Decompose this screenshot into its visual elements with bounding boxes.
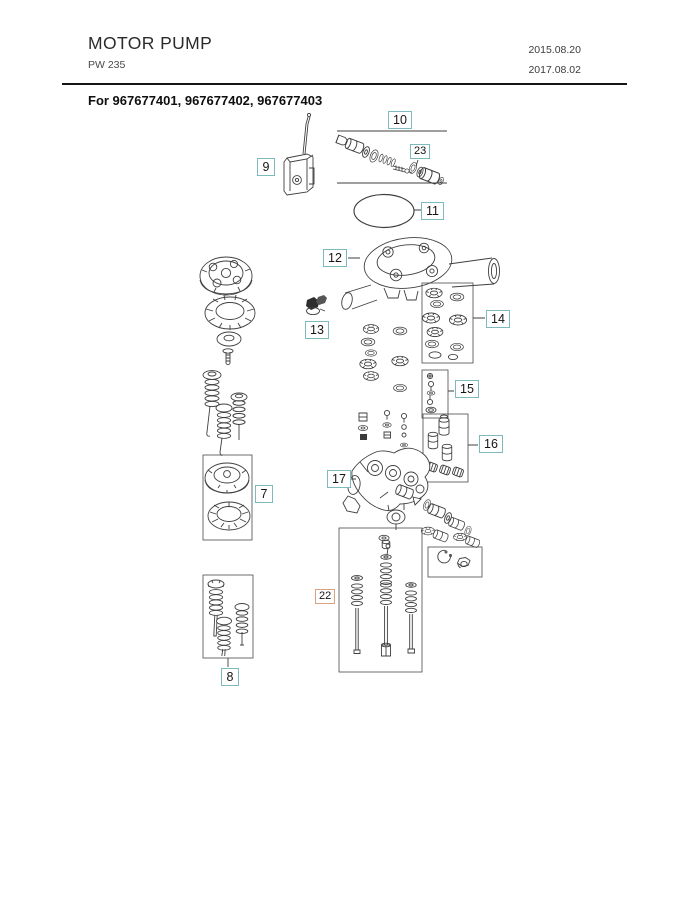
callout-9[interactable]: 9 [257,158,275,176]
date-revised: 2017.08.02 [528,64,581,76]
part-12-pump-head [340,233,499,311]
callout-17[interactable]: 17 [327,470,351,488]
callout-12[interactable]: 12 [323,249,347,267]
group-circlip-nut [438,550,470,568]
part-17-pump-body [343,448,430,530]
callout-13[interactable]: 13 [305,321,329,339]
group-10-rails [337,131,447,183]
loose-seals [360,325,408,392]
callout-16[interactable]: 16 [479,435,503,453]
group-14-seal-kit [422,288,466,359]
model-number: PW 235 [88,59,126,71]
group-10-fitting-parts [336,135,444,185]
callout-11[interactable]: 11 [421,202,444,220]
swash-plate-assembly [200,257,255,455]
page-title: MOTOR PUMP [88,33,213,53]
callout-8[interactable]: 8 [221,668,239,686]
date-published: 2015.08.20 [528,44,581,56]
group-8-piston-kit [208,580,249,656]
callout-10[interactable]: 10 [388,111,412,129]
callout-23[interactable]: 23 [410,144,430,159]
part-9-bracket [284,113,314,195]
callout-7[interactable]: 7 [255,485,273,503]
group-15-valve-kit [426,373,436,412]
group-7-swash-kit [205,463,250,530]
callout-14[interactable]: 14 [486,310,510,328]
part-11-oring [354,195,414,228]
callout-22[interactable]: 22 [315,589,335,604]
applies-to-models: For 967677401, 967677402, 967677403 [88,93,323,108]
callout-15[interactable]: 15 [455,380,479,398]
group-16-valves [426,415,464,477]
part-13-valve [306,295,327,315]
leader-lines [228,160,485,667]
group-22-bolts [352,535,417,656]
